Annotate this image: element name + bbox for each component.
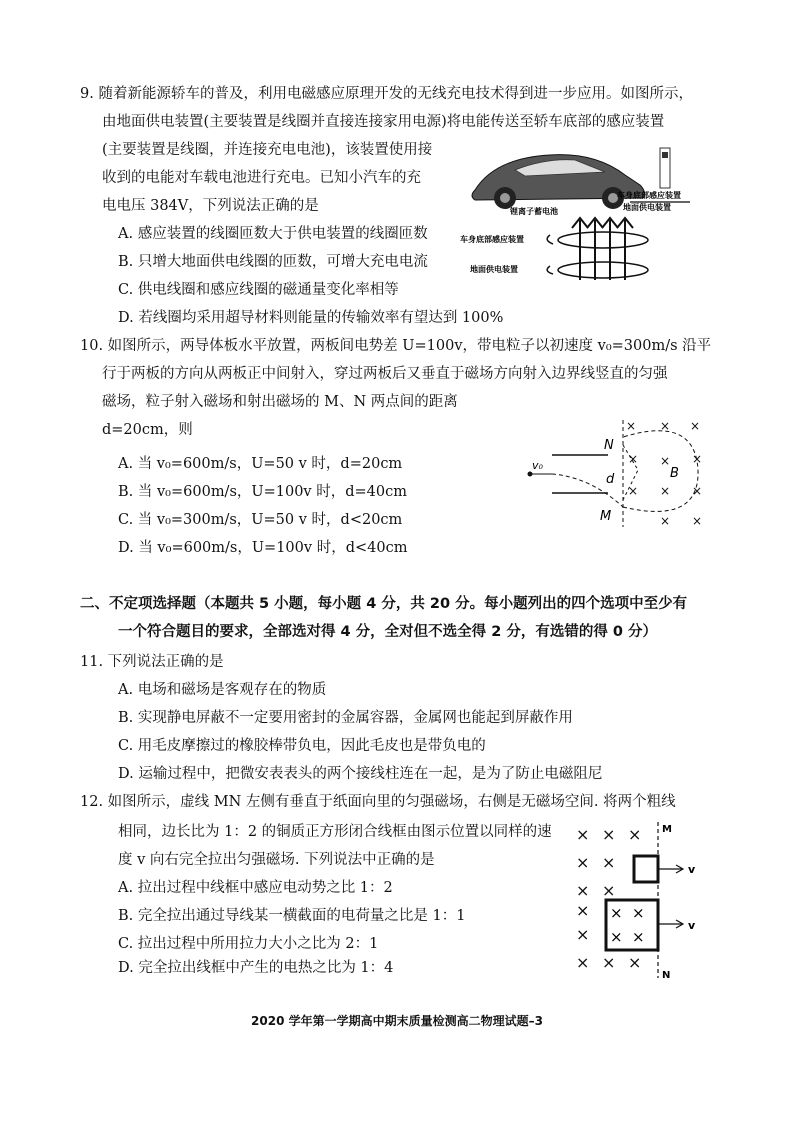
q11-stem: 11. 下列说法正确的是: [80, 654, 224, 670]
section2-line2: 一个符合题目的要求，全部选对得 4 分，全对但不选全得 2 分，有选错的得 0 分）: [118, 624, 658, 640]
q9-line1: 9. 随着新能源轿车的普及，利用电磁感应原理开发的无线充电技术得到进一步应用。如图所示，: [80, 86, 693, 102]
arc-path: [623, 431, 698, 512]
q10-line1: 10. 如图所示，两导体板水平放置，两板间电势差 U=100v，带电粒子以初速度 v₀=300m/s 沿平: [80, 338, 712, 354]
svg-text:×: ×: [576, 925, 590, 944]
v-label-large: v: [688, 919, 696, 932]
svg-text:×: ×: [610, 928, 623, 946]
m-label: M: [600, 509, 612, 524]
label-car-coil: 车身底部感应装置: [617, 191, 681, 200]
q10-option-d: D. 当 v₀=600m/s，U=100v 时，d<40cm: [118, 540, 408, 556]
q12-option-b: B. 完全拉出通过导线某一横截面的电荷量之比是 1：1: [118, 908, 466, 924]
q12-option-d: D. 完全拉出线框中产生的电热之比为 1：4: [118, 960, 394, 976]
q10-line4: d=20cm，则: [102, 422, 193, 438]
q9-line2: 由地面供电装置(主要装置是线圈并直接连接家用电源)将电能传送至轿车底部的感应装置: [102, 114, 665, 130]
d-label: d: [606, 472, 615, 487]
svg-text:×: ×: [660, 419, 671, 433]
m-label-q12: M: [662, 824, 672, 835]
svg-text:×: ×: [626, 419, 637, 433]
q9-line5: 电电压 384V，下列说法正确的是: [102, 198, 319, 214]
svg-text:×: ×: [602, 853, 616, 872]
svg-text:×: ×: [628, 953, 642, 972]
v-label-small: v: [688, 863, 696, 876]
svg-text:×: ×: [660, 484, 671, 498]
n-label-q12: N: [662, 970, 671, 981]
svg-text:×: ×: [576, 901, 590, 920]
q10-line3: 磁场，粒子射入磁场和射出磁场的 M、N 两点间的距离: [102, 394, 458, 410]
svg-text:×: ×: [602, 881, 616, 900]
label-ground-device: 地面供电装置: [623, 203, 671, 212]
b-label: B: [670, 466, 679, 481]
page-footer: 2020 学年第一学期高中期末质量检测高二物理试题–3: [251, 1014, 543, 1028]
q11-option-b: B. 实现静电屏蔽不一定要用密封的金属容器，金属网也能起到屏蔽作用: [118, 710, 573, 726]
svg-text:×: ×: [628, 484, 639, 498]
q11-option-a: A. 电场和磁场是客观存在的物质: [118, 682, 327, 698]
q9-option-d: D. 若线圈均采用超导材料则能量的传输效率有望达到 100%: [118, 310, 504, 326]
q12-figure: [570, 818, 710, 983]
svg-text:×: ×: [660, 514, 671, 528]
q10-figure: [520, 415, 720, 530]
svg-text:×: ×: [632, 904, 645, 922]
q10-option-a: A. 当 v₀=600m/s，U=50 v 时，d=20cm: [118, 456, 403, 472]
svg-text:×: ×: [632, 928, 645, 946]
v0-label: v₀: [532, 459, 543, 472]
q12-line1: 12. 如图所示，虚线 MN 左侧有垂直于纸面向里的匀强磁场，右侧是无磁场空间. 将两个粗线: [80, 794, 676, 810]
q10-line2: 行于两板的方向从两板正中间射入，穿过两板后又垂直于磁场方向射入边界线竖直的匀强: [102, 366, 668, 382]
svg-text:×: ×: [690, 419, 701, 433]
svg-text:×: ×: [576, 853, 590, 872]
svg-text:×: ×: [628, 825, 642, 844]
svg-text:×: ×: [576, 825, 590, 844]
q9-figure: [455, 140, 705, 290]
label-car-coil-2: 车身底部感应装置: [460, 235, 524, 244]
q12-option-c: C. 拉出过程中所用拉力大小之比为 2：1: [118, 936, 379, 952]
q9-option-a: A. 感应装置的线圈匝数大于供电装置的线圈匝数: [118, 226, 428, 242]
svg-text:×: ×: [602, 953, 616, 972]
label-ground-device-2: 地面供电装置: [470, 265, 518, 274]
q10-option-b: B. 当 v₀=600m/s，U=100v 时，d=40cm: [118, 484, 407, 500]
svg-text:×: ×: [576, 881, 590, 900]
svg-text:×: ×: [628, 452, 639, 466]
q12-option-a: A. 拉出过程中线框中感应电动势之比 1：2: [118, 880, 393, 896]
q12-line3: 度 v 向右完全拉出匀强磁场. 下列说法中正确的是: [118, 852, 435, 868]
svg-text:×: ×: [660, 454, 671, 468]
coil-diagram: [547, 218, 648, 280]
q9-line3: (主要装置是线圈，并连接充电电池)，该装置使用接: [102, 142, 433, 158]
q9-option-c: C. 供电线圈和感应线圈的磁通量变化率相等: [118, 282, 399, 298]
svg-text:×: ×: [610, 904, 623, 922]
svg-text:×: ×: [602, 825, 616, 844]
field-crosses: [626, 419, 702, 528]
q9-line4: 收到的电能对车载电池进行充电。已知小汽车的充: [102, 170, 421, 186]
q10-option-c: C. 当 v₀=300m/s，U=50 v 时，d<20cm: [118, 512, 403, 528]
svg-text:×: ×: [576, 953, 590, 972]
q9-option-b: B. 只增大地面供电线圈的匝数，可增大充电电流: [118, 254, 428, 270]
svg-text:×: ×: [692, 514, 703, 528]
q11-option-d: D. 运输过程中，把微安表表头的两个接线柱连在一起，是为了防止电磁阻尼: [118, 766, 603, 782]
q12-line2: 相同，边长比为 1：2 的铜质正方形闭合线框由图示位置以同样的速: [118, 824, 552, 840]
car-illustration: [472, 155, 690, 209]
section2-line1: 二、不定项选择题（本题共 5 小题，每小题 4 分，共 20 分。每小题列出的四个选项中至少有: [80, 596, 688, 612]
svg-text:×: ×: [692, 452, 703, 466]
q11-option-c: C. 用毛皮摩擦过的橡胶棒带负电，因此毛皮也是带负电的: [118, 738, 486, 754]
n-label: N: [604, 438, 614, 453]
svg-text:×: ×: [692, 484, 703, 498]
label-battery: 锂离子蓄电池: [510, 207, 558, 216]
small-frame: [634, 856, 658, 882]
